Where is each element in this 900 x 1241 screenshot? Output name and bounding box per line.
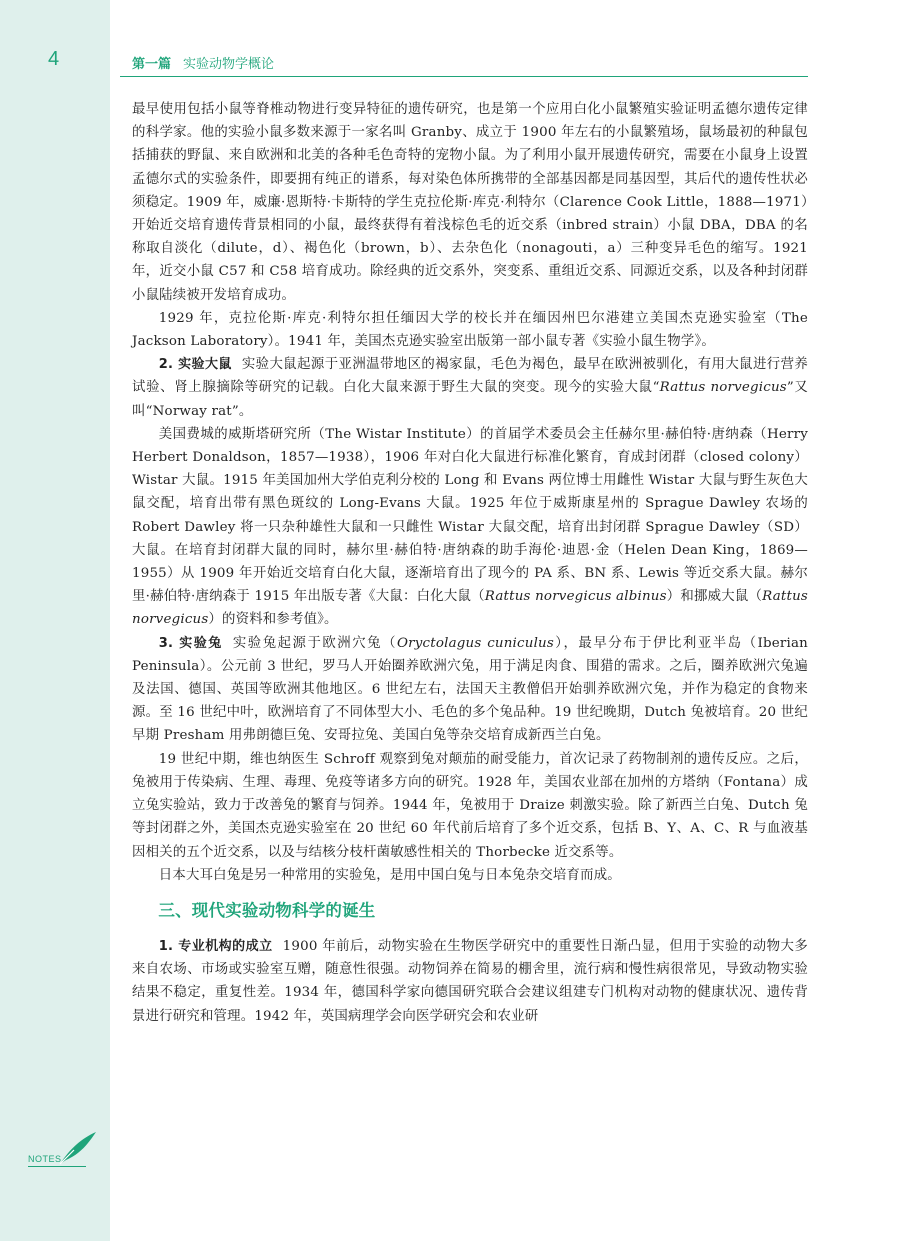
notes-rule <box>28 1166 86 1167</box>
text-run: ）和挪威大鼠（ <box>666 589 763 605</box>
text-run: 美国费城的威斯塔研究所（The Wistar Institute）的首届学术委员会主任赫尔里·赫伯特·唐纳森（Herry Herbert Donaldson，1857—1938），1906 年对白化大鼠进行标准化繁育，育成封闭群（closed colony）Wistar 大鼠。1915 年美国加州大学伯克利分校的 Long 和 Evans 两位博士用雌性 Wistar 大鼠与野生灰色大鼠交配，培育出带有黑色斑纹的 Long-Evans 大鼠。1925 年位于威斯康星州的 Sprague Dawley 农场的 Robert Dawley 将一只杂种雄性大鼠和一只雌性 Wistar 大鼠交配，培育出封闭群 Sprague Dawley（SD）大鼠。在培育封闭群大鼠的同时，赫尔里·赫伯特·唐纳森的助手海伦·迪恩·金（Helen Dean King，1869—1955）从 1909 年开始近交培育白化大鼠，逐渐培育出了现今的 PA 系、BN 系、Lewis 等近交系大鼠。赫尔里·赫伯特·唐纳森于 1915 年出版专著《大鼠：白化大鼠（ <box>132 426 808 605</box>
paragraph <box>132 632 808 748</box>
text-run: 实验大鼠起源于亚洲温带地区的褐家鼠，毛色为褐色，最早在欧洲被驯化，有用大鼠进行营养试验、肾上腺摘除等研究的记载。白化大鼠来源于野生大鼠的突变。现今的实验大鼠“ <box>132 357 808 396</box>
paragraph: 19 世纪中期，维也纳医生 Schroff 观察到兔对颠茄的耐受能力，首次记录了药物制剂的遗传反应。之后，兔被用于传染病、生理、毒理、免疫等诸多方向的研究。1928 年，美国农业部在加州的方塔纳（Fontana）成立兔实验站，致力于改善兔的繁育与饲养。1944 年，兔被用于 Draize 刺激实验。除了新西兰白兔、Dutch 兔等封闭群之外，美国杰克逊实验室在 20 世纪 60 年代前后培育了多个近交系，包括 B、Y、A、C、R 与血液基因相关的五个近交系，以及与结核分枝杆菌敏感性相关的 Thorbecke 近交系等。 <box>132 751 808 860</box>
text-run: ）的资料和参考值》。 <box>208 612 338 628</box>
text-run: ”又叫“Norway rat”。 <box>132 380 808 419</box>
paragraph: 日本大耳白兔是另一种常用的实验兔，是用中国白兔与日本兔杂交培育而成。 <box>158 867 621 883</box>
latin-name: Rattus norvegicus <box>659 380 787 396</box>
text-run: 1900 年前后，动物实验在生物医学研究中的重要性日渐凸显，但用于实验的动物大多来自农场、市场或实验室互赠，随意性很强。动物饲养在简易的棚舍里，流行病和慢性病很常见，导致动物实验结果不稳定，重复性差。1934 年，德国科学家向德国研究联合会建议组建专门机构对动物的健康状况、遗传背景进行研究和管理。1942 年，英国病理学会向医学研究会和农业研 <box>132 938 808 1024</box>
notes-margin-strip <box>0 0 110 1241</box>
latin-name: Rattus norvegicus albinus <box>484 589 667 605</box>
body-text <box>132 98 808 1028</box>
paragraph <box>132 423 808 632</box>
text-run: ），最早分布于伊比利亚半岛（Iberian Peninsula）。公元前 3 世纪，罗马人开始圈养欧洲穴兔，用于满足肉食、围猎的需求。之后，圈养欧洲穴兔遍及法国、德国、英国等欧洲其他地区。6 世纪左右，法国天主教僧侣开始驯养欧洲穴兔，并作为稳定的食物来源。至 16 世纪中叶，欧洲培育了不同体型大小、毛色的多个兔品种。19 世纪晚期，Dutch 兔被培育。20 世纪早期 Presham 用弗朗德巨兔、安哥拉兔、美国白兔等杂交培育成新西兰白兔。 <box>132 635 808 744</box>
header-rule <box>120 76 808 77</box>
latin-name: Rattus norvegicus <box>132 589 808 628</box>
paragraph: 1929 年，克拉伦斯·库克·利特尔担任缅因大学的校长并在缅因州巴尔港建立美国杰克逊实验室（The Jackson Laboratory）。1941 年，美国杰克逊实验室出版第一部小鼠专著《实验小鼠生物学》。 <box>132 310 808 350</box>
paragraph: 最早使用包括小鼠等脊椎动物进行变异特征的遗传研究，也是第一个应用白化小鼠繁殖实验证明孟德尔遗传定律的科学家。他的实验小鼠多数来源于一家名叫 Granby、成立于 1900 年左右的小鼠繁殖场，鼠场最初的种鼠包括捕获的野鼠、来自欧洲和北美的各种毛色奇特的宠物小鼠。为了利用小鼠开展遗传研究，需要在小鼠身上设置孟德尔式的实验条件，即要拥有纯正的谱系，每对染色体所携带的全部基因都是同基因型，其后代的遗传性状必须稳定。1909 年，威廉·恩斯特·卡斯特的学生克拉伦斯·库克·利特尔（Clarence Cook Little，1888—1971）开始近交培育遗传背景相同的小鼠，最终获得有着浅棕色毛的近交系（inbred strain）小鼠 DBA，DBA 的名称取自淡化（dilute，d）、褐色化（brown，b）、去杂色化（nonagouti，a）三种变异毛色的缩写。1921 年，近交小鼠 C57 和 C58 培育成功。除经典的近交系外，突变系、重组近交系、同源近交系，以及各种封闭群小鼠陆续被开发培育成功。 <box>132 102 808 303</box>
latin-name: Oryctolagus cuniculus <box>397 635 554 651</box>
part-title: 实验动物学概论 <box>183 57 275 72</box>
paragraph <box>132 935 808 1028</box>
notes-label: NOTES <box>28 1154 62 1164</box>
subsection-heading: 3. 实验兔 <box>158 635 223 651</box>
part-label: 第一篇 <box>132 57 172 72</box>
paragraph <box>132 353 808 423</box>
subsection-heading: 2. 实验大鼠 <box>158 357 232 373</box>
notes-marker <box>28 1130 100 1170</box>
page-number: 4 <box>48 48 60 70</box>
quill-pen-icon <box>58 1130 98 1166</box>
section-title: 三、现代实验动物科学的诞生 <box>158 900 376 920</box>
running-head <box>132 53 274 72</box>
subsection-heading: 1. 专业机构的成立 <box>158 938 273 954</box>
text-run: 实验兔起源于欧洲穴兔（ <box>232 635 397 651</box>
